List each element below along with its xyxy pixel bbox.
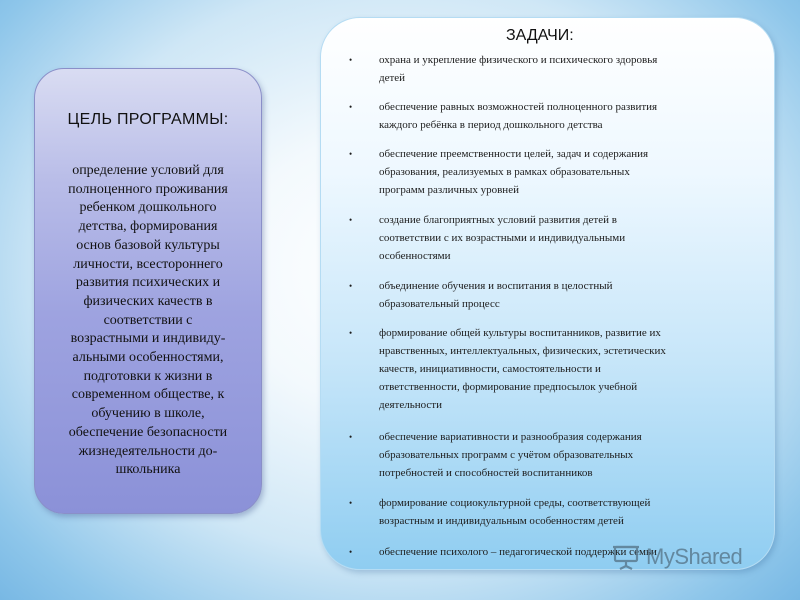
task-text: формирование социокультурной среды, соответствующей возрастным и индивидуальным особенностям детей [379,497,651,527]
goal-line: развития психических и [75,275,221,291]
bullet-icon: • [349,215,353,225]
tasks-title: ЗАДАЧИ: [506,27,574,44]
task-text: обеспечение преемственности целей, задач и содержания образования, реализуемых в рамках образовательных программ различных уровней [379,148,649,196]
goal-line: личности, всестороннего [73,256,223,272]
task-item [349,211,743,265]
tasks-panel [320,17,775,570]
bullet-icon: • [349,55,353,65]
task-item [349,51,743,87]
goal-line: обеспечение безопасности [68,424,228,440]
goal-line: школьника [115,462,181,478]
goal-line: возрастными и индивиду- [70,331,226,347]
task-item [349,324,743,414]
bullet-icon: • [349,498,353,508]
goal-line: определение условий для [72,163,224,178]
goal-line: современном обществе, к [71,387,225,403]
task-item [349,145,743,199]
task-item [349,494,743,530]
task-text: охрана и укрепление физического и психического здоровья детей [379,54,658,84]
goal-line: обучению в школе, [91,406,205,422]
bullet-icon: • [349,432,353,442]
goal-line: ребенком дошкольного [79,200,217,216]
bullet-icon: • [349,102,353,112]
task-text: обеспечение психолого – педагогической поддержки семьи [379,546,657,558]
task-text: обеспечение равных возможностей полноценного развития каждого ребёнка в период дошкольного детства [379,101,658,131]
goal-line: жизнедеятельности до- [78,443,218,459]
goal-line: полноценного проживания [68,181,228,197]
goal-line: основ базовой культуры [76,237,220,253]
goal-line: физических качеств в [83,293,213,309]
presentation-board-icon [612,543,640,571]
task-item [349,98,743,134]
bullet-icon: • [349,328,353,338]
watermark-text: MyShared [646,544,743,569]
goal-line: альными особенностями, [72,350,224,366]
goal-line: детства, формирования [78,219,218,235]
goal-title: ЦЕЛЬ ПРОГРАММЫ: [67,111,229,128]
task-item [349,277,743,313]
bullet-icon: • [349,149,353,159]
goal-line: подготовки к жизни в [83,368,213,384]
goal-line: соответствии с [103,312,193,328]
task-text: объединение обучения и воспитания в целостный образовательный процесс [379,280,613,310]
watermark [612,541,742,573]
goal-panel [34,68,262,514]
bullet-icon: • [349,281,353,291]
task-item [349,428,743,482]
task-text: формирование общей культуры воспитанников, развитие их нравственных, интеллектуальных, физических, эстетических качеств, инициативности, самостоятельности и ответственности, формирование предпосылок учебной деятельности [379,327,666,411]
goal-description [49,162,247,480]
task-text: обеспечение вариативности и разнообразия содержания образовательных программ с учётом образовательных потребностей и способностей воспитанников [379,431,642,479]
task-text: создание благоприятных условий развития детей в соответствии с их возрастными и индивидуальными особенностями [379,214,626,262]
bullet-icon: • [349,547,353,557]
